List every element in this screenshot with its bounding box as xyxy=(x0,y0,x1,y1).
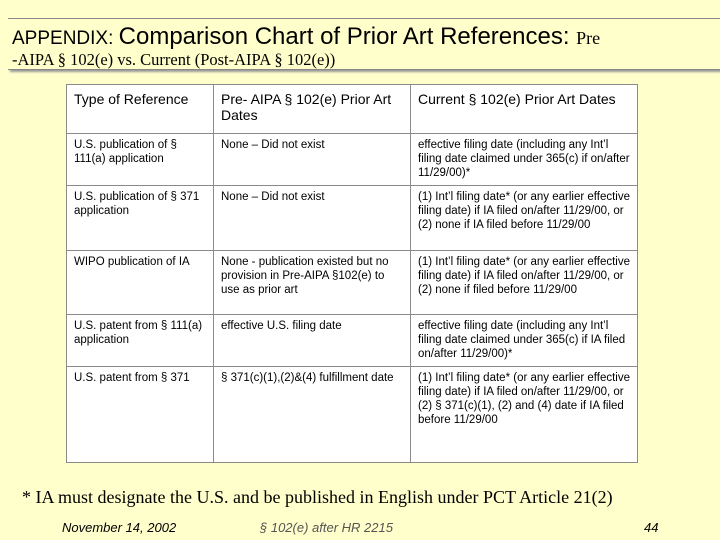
slide-title xyxy=(12,23,600,51)
table-cell: None - publication existed but no provision in Pre-AIPA §102(e) to use as prior art xyxy=(214,251,411,315)
table-cell: (1) Int’l filing date* (or any earlier effective filing date) if IA filed on/after 11/29/00, or (2) § 371(c)(1), (2) and (4) date if IA filed before 11/29/00 xyxy=(411,367,638,463)
footer-center-text: § 102(e) after HR 2215 xyxy=(260,520,393,535)
table-cell: None – Did not exist xyxy=(214,134,411,186)
header-type-of-reference: Type of Reference xyxy=(67,85,214,134)
table-header-row xyxy=(67,85,638,134)
title-prefix: APPENDIX: xyxy=(12,28,119,49)
footnote: * IA must designate the U.S. and be published in English under PCT Article 21(2) xyxy=(22,487,613,507)
footer-date: November 14, 2002 xyxy=(62,520,177,535)
table-cell: effective filing date (including any Int’l filing date claimed under 365(c) if on/after 11/29/00)* xyxy=(411,134,638,186)
slide-subtitle: -AIPA § 102(e) vs. Current (Post-AIPA § 102(e)) xyxy=(12,50,336,69)
table-cell: (1) Int’l filing date* (or any earlier effective filing date) if IA filed on/after 11/29/00, or (2) none if filed before 11/29/00 xyxy=(411,251,638,315)
table-cell: U.S. publication of § 111(a) application xyxy=(67,134,214,186)
table-cell: WIPO publication of IA xyxy=(67,251,214,315)
title-main: Comparison Chart of Prior Art References: xyxy=(118,23,577,50)
page-number: 44 xyxy=(644,520,659,535)
header-pre-aipa-dates: Pre- AIPA § 102(e) Prior Art Dates xyxy=(214,85,411,134)
table-row xyxy=(67,315,638,367)
header-current-dates: Current § 102(e) Prior Art Dates xyxy=(411,85,638,134)
table-cell: effective filing date (including any Int’l filing date claimed under 365(c) if IA filed on/after 11/29/00)* xyxy=(411,315,638,367)
table-row xyxy=(67,186,638,251)
table-cell: U.S. patent from § 371 xyxy=(67,367,214,463)
title-box xyxy=(8,18,720,70)
table-row xyxy=(67,251,638,315)
comparison-table xyxy=(66,84,638,463)
table-row xyxy=(67,134,638,186)
table-row xyxy=(67,367,638,463)
table-cell: (1) Int’l filing date* (or any earlier effective filing date) if IA filed on/after 11/29/00, or (2) none if IA filed before 11/29/00 xyxy=(411,186,638,251)
title-tail: Pre xyxy=(576,28,601,48)
table-cell: U.S. patent from § 111(a) application xyxy=(67,315,214,367)
table-cell: U.S. publication of § 371 application xyxy=(67,186,214,251)
table-cell: None – Did not exist xyxy=(214,186,411,251)
table-cell: effective U.S. filing date xyxy=(214,315,411,367)
table-cell: § 371(c)(1),(2)&(4) fulfillment date xyxy=(214,367,411,463)
